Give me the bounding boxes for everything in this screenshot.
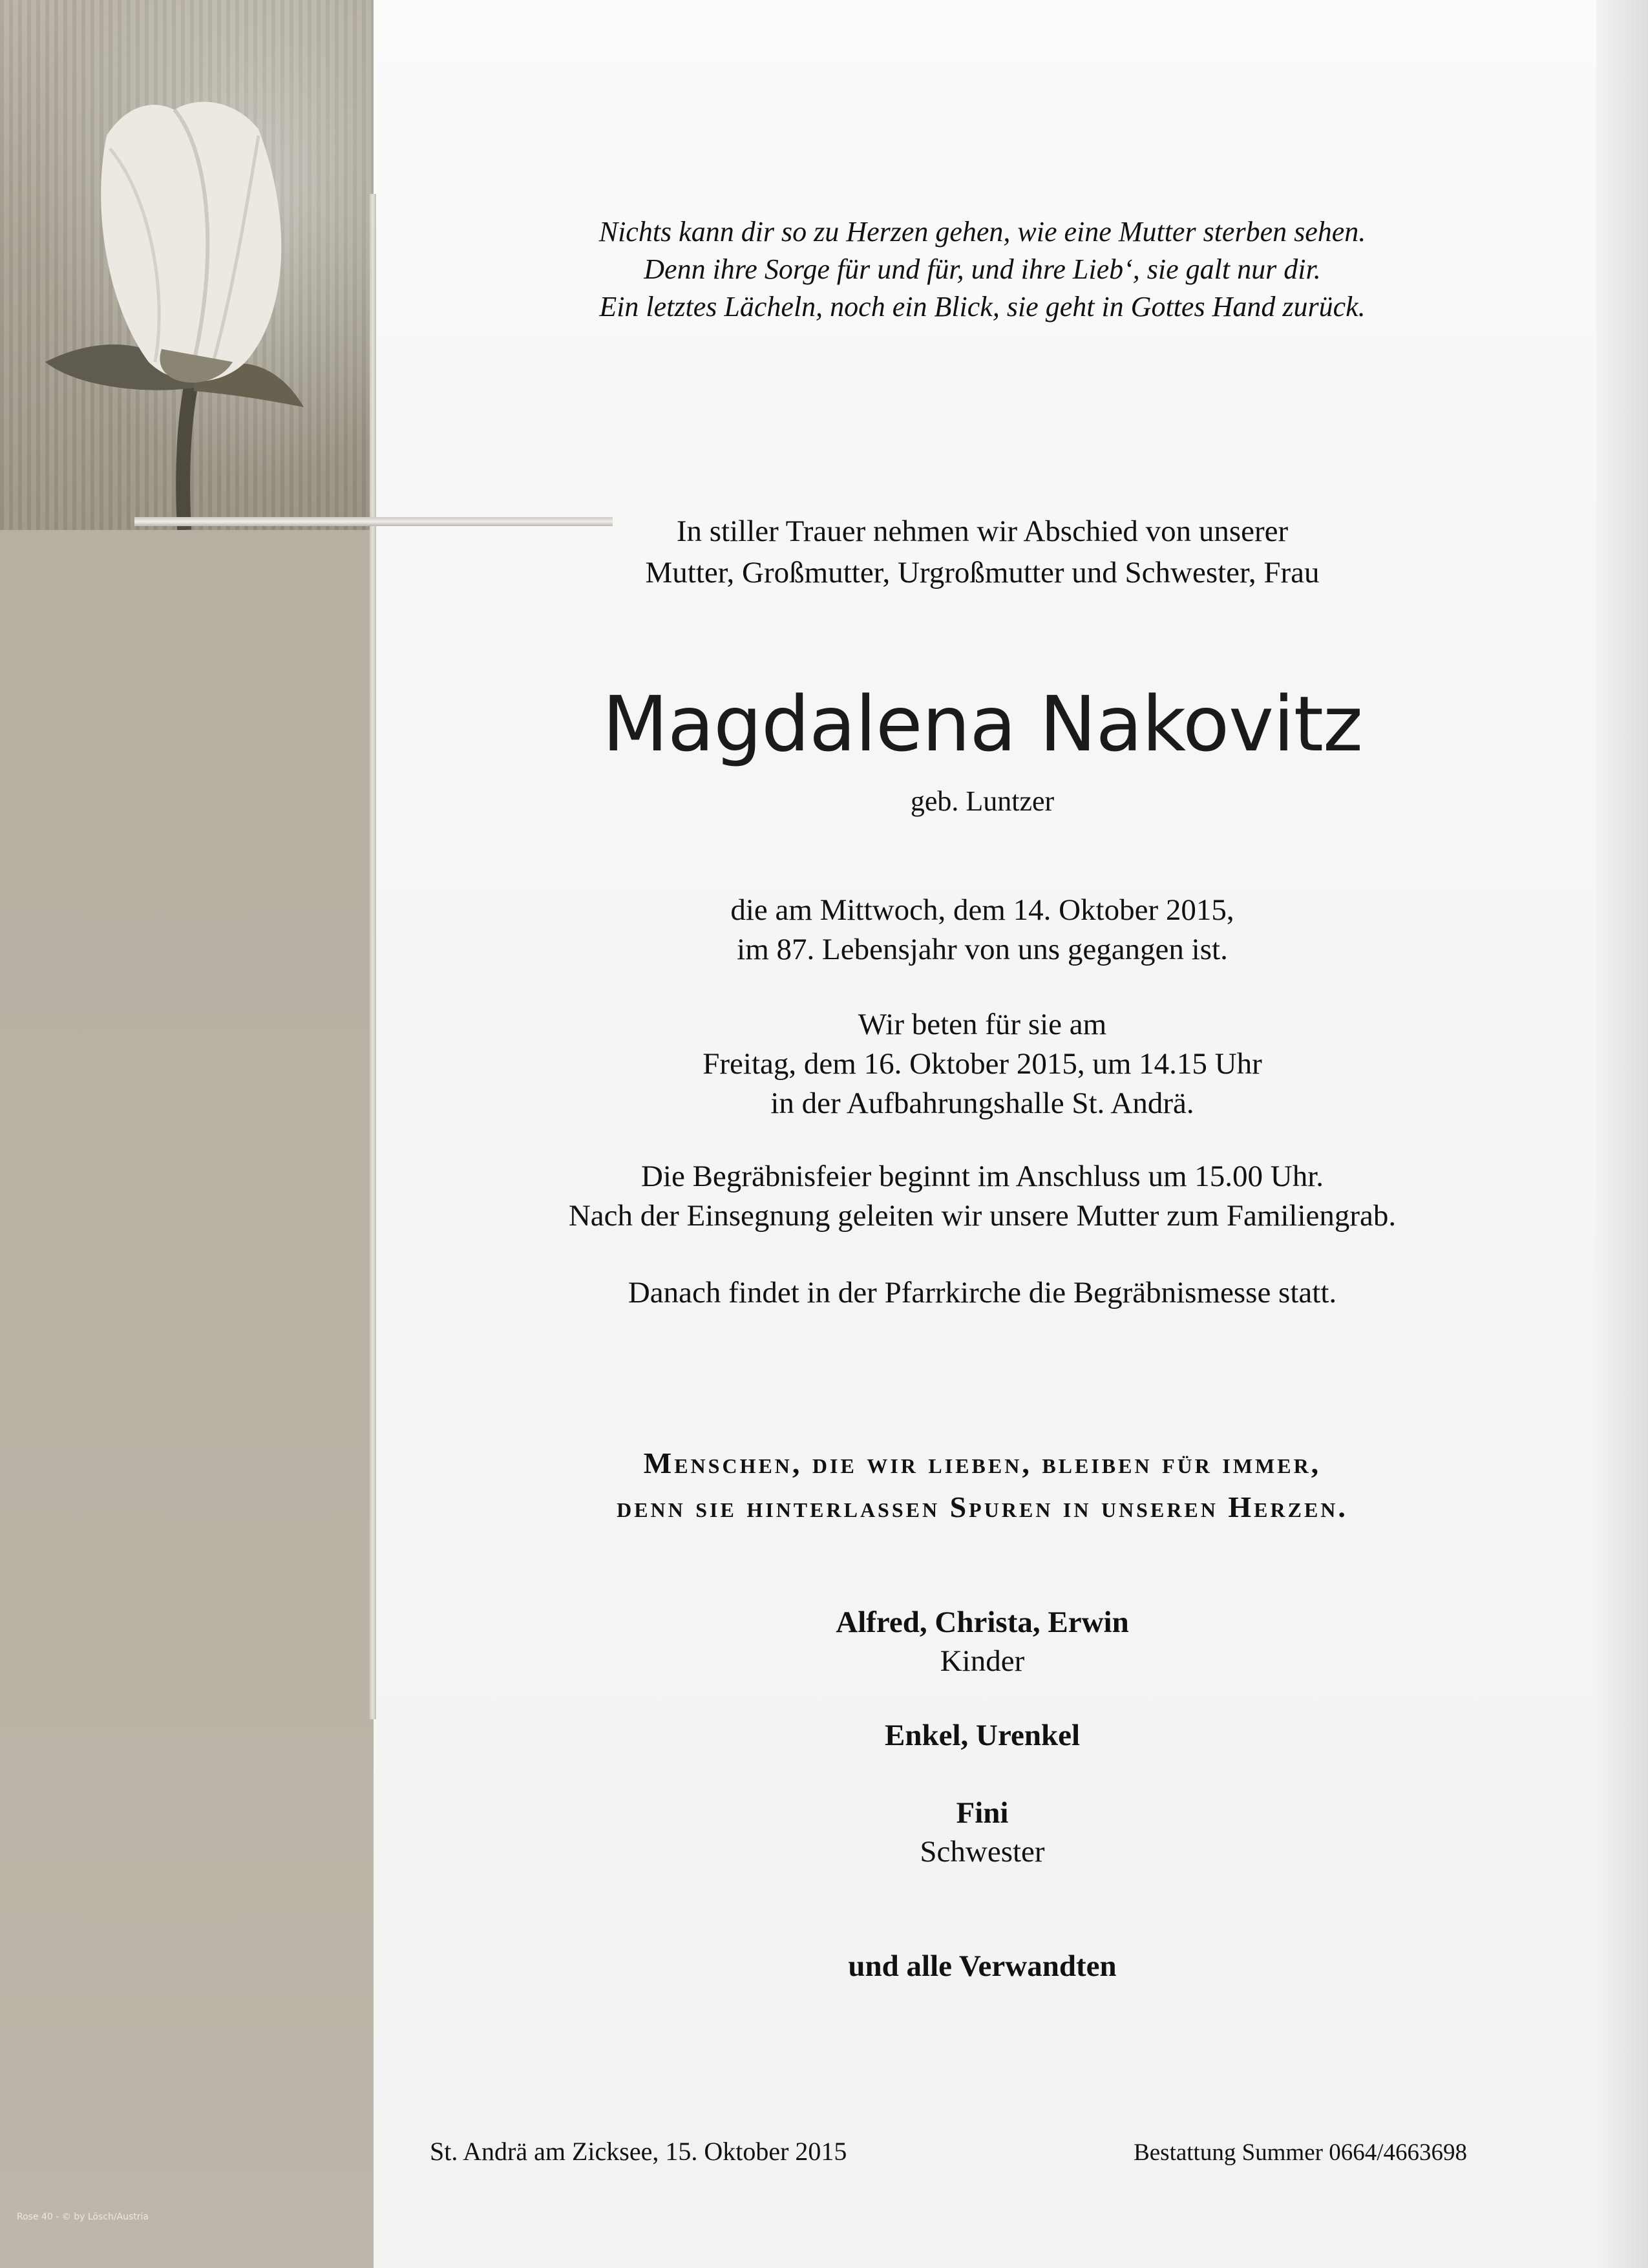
taupe-band bbox=[0, 530, 374, 2268]
death-notice bbox=[582, 891, 1383, 970]
notice-line: Wir beten für sie am bbox=[858, 1008, 1107, 1041]
memorial-poem bbox=[491, 213, 1474, 326]
mourner-names: Fini bbox=[956, 1796, 1009, 1830]
notice-line: Die Begräbnisfeier beginnt im Anschluss um 15.00 Uhr. bbox=[640, 1160, 1324, 1193]
mourner-names: Enkel, Urenkel bbox=[884, 1719, 1081, 1752]
rose-photo bbox=[0, 0, 374, 530]
notice-line: im 87. Lebensjahr von uns gegangen ist. bbox=[737, 933, 1228, 966]
mourner-sister bbox=[711, 1794, 1254, 1871]
mourner-names: Alfred, Christa, Erwin bbox=[836, 1606, 1129, 1639]
intro-line: In stiller Trauer nehmen wir Abschied von unserer bbox=[676, 514, 1289, 548]
notice-line: Danach findet in der Pfarrkirche die Begräbnismesse statt. bbox=[628, 1276, 1337, 1309]
notice-line: Freitag, dem 16. Oktober 2015, um 14.15 Uhr bbox=[703, 1047, 1262, 1081]
deceased-name: Magdalena Nakovitz bbox=[602, 679, 1362, 768]
motto-line: denn sie hinterlassen Spuren in unseren Herzen. bbox=[617, 1490, 1348, 1523]
mass-notice bbox=[517, 1273, 1448, 1313]
poem-line: Denn ihre Sorge für und für, und ihre Lieb‘, sie galt nur dir. bbox=[644, 253, 1321, 285]
notice-line: in der Aufbahrungshalle St. Andrä. bbox=[770, 1086, 1194, 1120]
maiden-name: geb. Luntzer bbox=[910, 785, 1055, 817]
motto-line: Menschen, die wir lieben, bleiben für immer, bbox=[643, 1447, 1322, 1479]
rose-icon bbox=[0, 0, 374, 530]
content-background bbox=[374, 0, 1648, 2268]
mourner-role: Kinder bbox=[940, 1644, 1025, 1678]
mourner-names: und alle Verwandten bbox=[848, 1949, 1117, 1983]
cross-horizontal-bar bbox=[134, 517, 613, 526]
mourner-role: Schwester bbox=[920, 1835, 1045, 1869]
intro-line: Mutter, Großmutter, Urgroßmutter und Schwester, Frau bbox=[645, 556, 1320, 589]
notice-line: Nach der Einsegnung geleiten wir unsere Mutter zum Familiengrab. bbox=[568, 1199, 1397, 1233]
image-credit: Rose 40 - © by Lösch/Austria bbox=[17, 2212, 149, 2222]
cross-vertical-bar bbox=[370, 194, 376, 1719]
notice-line: die am Mittwoch, dem 14. Oktober 2015, bbox=[730, 893, 1234, 927]
poem-line: Nichts kann dir so zu Herzen gehen, wie eine Mutter sterben sehen. bbox=[598, 216, 1366, 248]
mourner-children bbox=[711, 1603, 1254, 1680]
funeral-home: Bestattung Summer 0664/4663698 bbox=[1134, 2139, 1467, 2166]
mourner-grandchildren bbox=[711, 1716, 1254, 1755]
funeral-notice bbox=[517, 1157, 1448, 1236]
motto bbox=[452, 1441, 1512, 1529]
intro-text bbox=[543, 511, 1422, 593]
poem-line: Ein letztes Lächeln, noch ein Blick, sie geht in Gottes Hand zurück. bbox=[599, 291, 1366, 323]
mourner-relatives bbox=[711, 1947, 1254, 1986]
prayer-notice bbox=[582, 1005, 1383, 1123]
place-date: St. Andrä am Zicksee, 15. Oktober 2015 bbox=[430, 2137, 847, 2166]
page-edge bbox=[1596, 0, 1648, 2268]
